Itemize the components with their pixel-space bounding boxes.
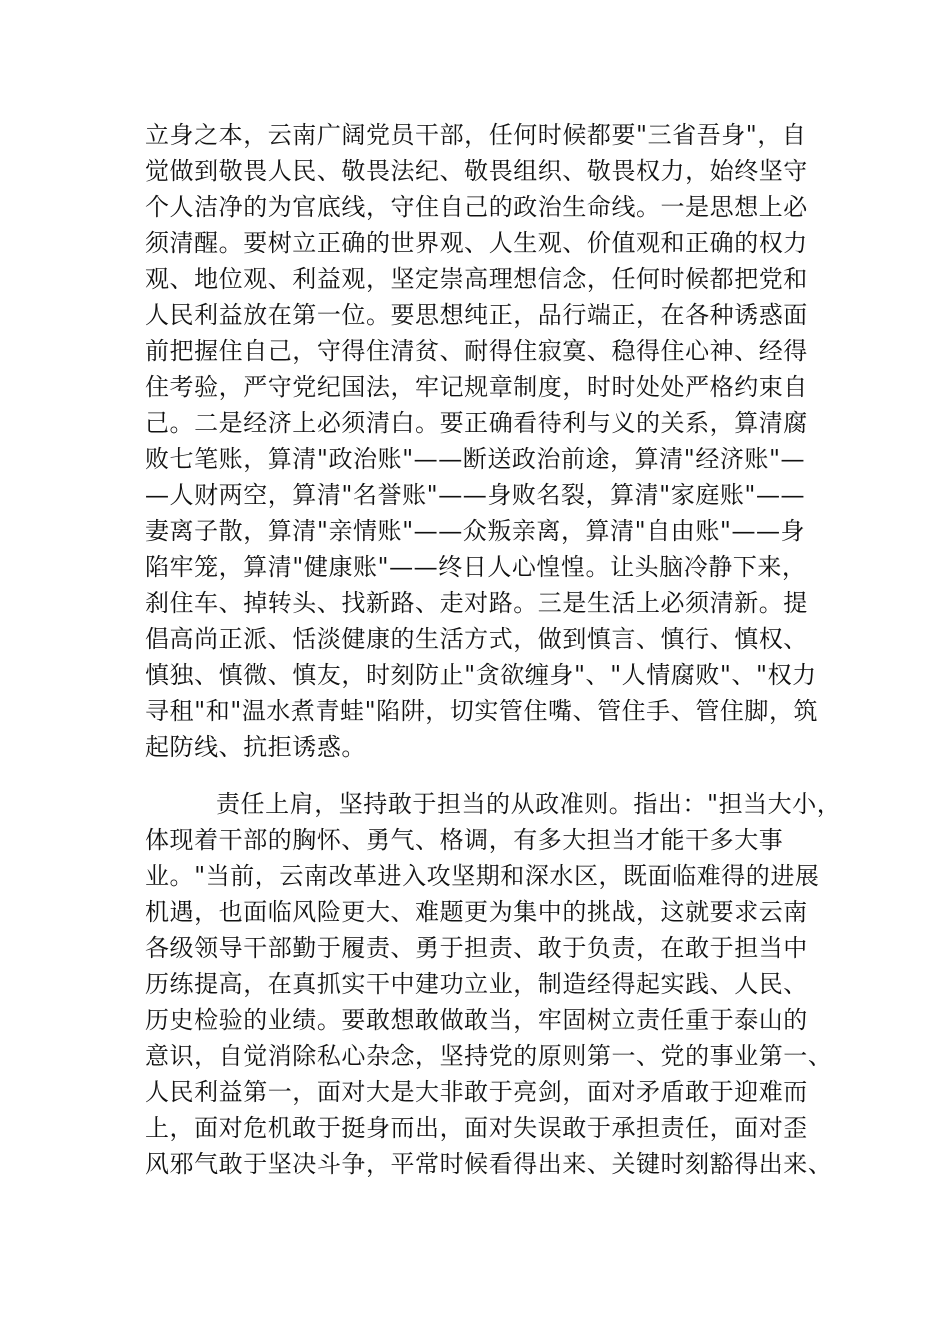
text-line: 败七笔账，算清"政治账"——断送政治前途，算清"经济账"— <box>145 445 806 473</box>
text-line: 刹住车、掉转头、找新路、走对路。三是生活上必须清新。提 <box>145 589 808 617</box>
text-line: 须清醒。要树立正确的世界观、人生观、价值观和正确的权力 <box>145 229 808 257</box>
text-line: 立身之本，云南广阔党员干部，任何时候都要"三省吾身"，自 <box>145 121 807 149</box>
text-line: 历练提高，在真抓实干中建功立业，制造经得起实践、人民、 <box>145 970 808 998</box>
text-line: —人财两空，算清"名誉账"——身败名裂，算清"家庭账"—— <box>145 481 806 509</box>
text-line: 体现着干部的胸怀、勇气、格调，有多大担当才能干多大事 <box>145 826 784 854</box>
text-line: 住考验，严守党纪国法，牢记规章制度，时时处处严格约束自 <box>145 373 808 401</box>
text-line: 上，面对危机敢于挺身而出，面对失误敢于承担责任，面对歪 <box>145 1114 808 1142</box>
text-line: 各级领导干部勤于履责、勇于担责、敢于负责，在敢于担当中 <box>145 934 808 962</box>
text-line: 风邪气敢于坚决斗争，平常时候看得出来、关键时刻豁得出来、 <box>145 1150 833 1178</box>
text-line: 前把握住自己，守得住清贫、耐得住寂寞、稳得住心神、经得 <box>145 337 808 365</box>
text-line: 责任上肩，坚持敢于担当的从政准则。指出："担当大小， <box>216 790 842 818</box>
text-line: 觉做到敬畏人民、敬畏法纪、敬畏组织、敬畏权力，始终坚守 <box>145 157 808 185</box>
text-line: 寻租"和"温水煮青蛙"陷阱，切实管住嘴、管住手、管住脚，筑 <box>145 697 819 725</box>
text-line: 意识，自觉消除私心杂念，坚持党的原则第一、党的事业第一、 <box>145 1042 833 1070</box>
text-line: 己。二是经济上必须清白。要正确看待利与义的关系，算清腐 <box>145 409 808 437</box>
text-line: 妻离子散，算清"亲情账"——众叛亲离，算清"自由账"——身 <box>145 517 806 545</box>
text-line: 人民利益放在第一位。要思想纯正，品行端正，在各种诱惑面 <box>145 301 808 329</box>
text-line: 业。"当前，云南改革进入攻坚期和深水区，既面临难得的进展 <box>145 862 820 890</box>
text-line: 历史检验的业绩。要敢想敢做敢当，牢固树立责任重于泰山的 <box>145 1006 808 1034</box>
text-line: 机遇，也面临风险更大、难题更为集中的挑战，这就要求云南 <box>145 898 808 926</box>
text-line: 人民利益第一，面对大是大非敢于亮剑，面对矛盾敢于迎难而 <box>145 1078 808 1106</box>
text-line: 倡高尚正派、恬淡健康的生活方式，做到慎言、慎行、慎权、 <box>145 625 808 653</box>
text-line: 观、地位观、利益观，坚定崇高理想信念，任何时候都把党和 <box>145 265 808 293</box>
text-line: 个人洁净的为官底线，守住自己的政治生命线。一是思想上必 <box>145 193 808 221</box>
text-line: 起防线、抗拒诱惑。 <box>145 733 366 761</box>
text-line: 陷牢笼，算清"健康账"——终日人心惶惶。让头脑冷静下来， <box>145 553 807 581</box>
text-line: 慎独、慎微、慎友，时刻防止"贪欲缠身"、"人情腐败"、"权力 <box>145 661 817 689</box>
